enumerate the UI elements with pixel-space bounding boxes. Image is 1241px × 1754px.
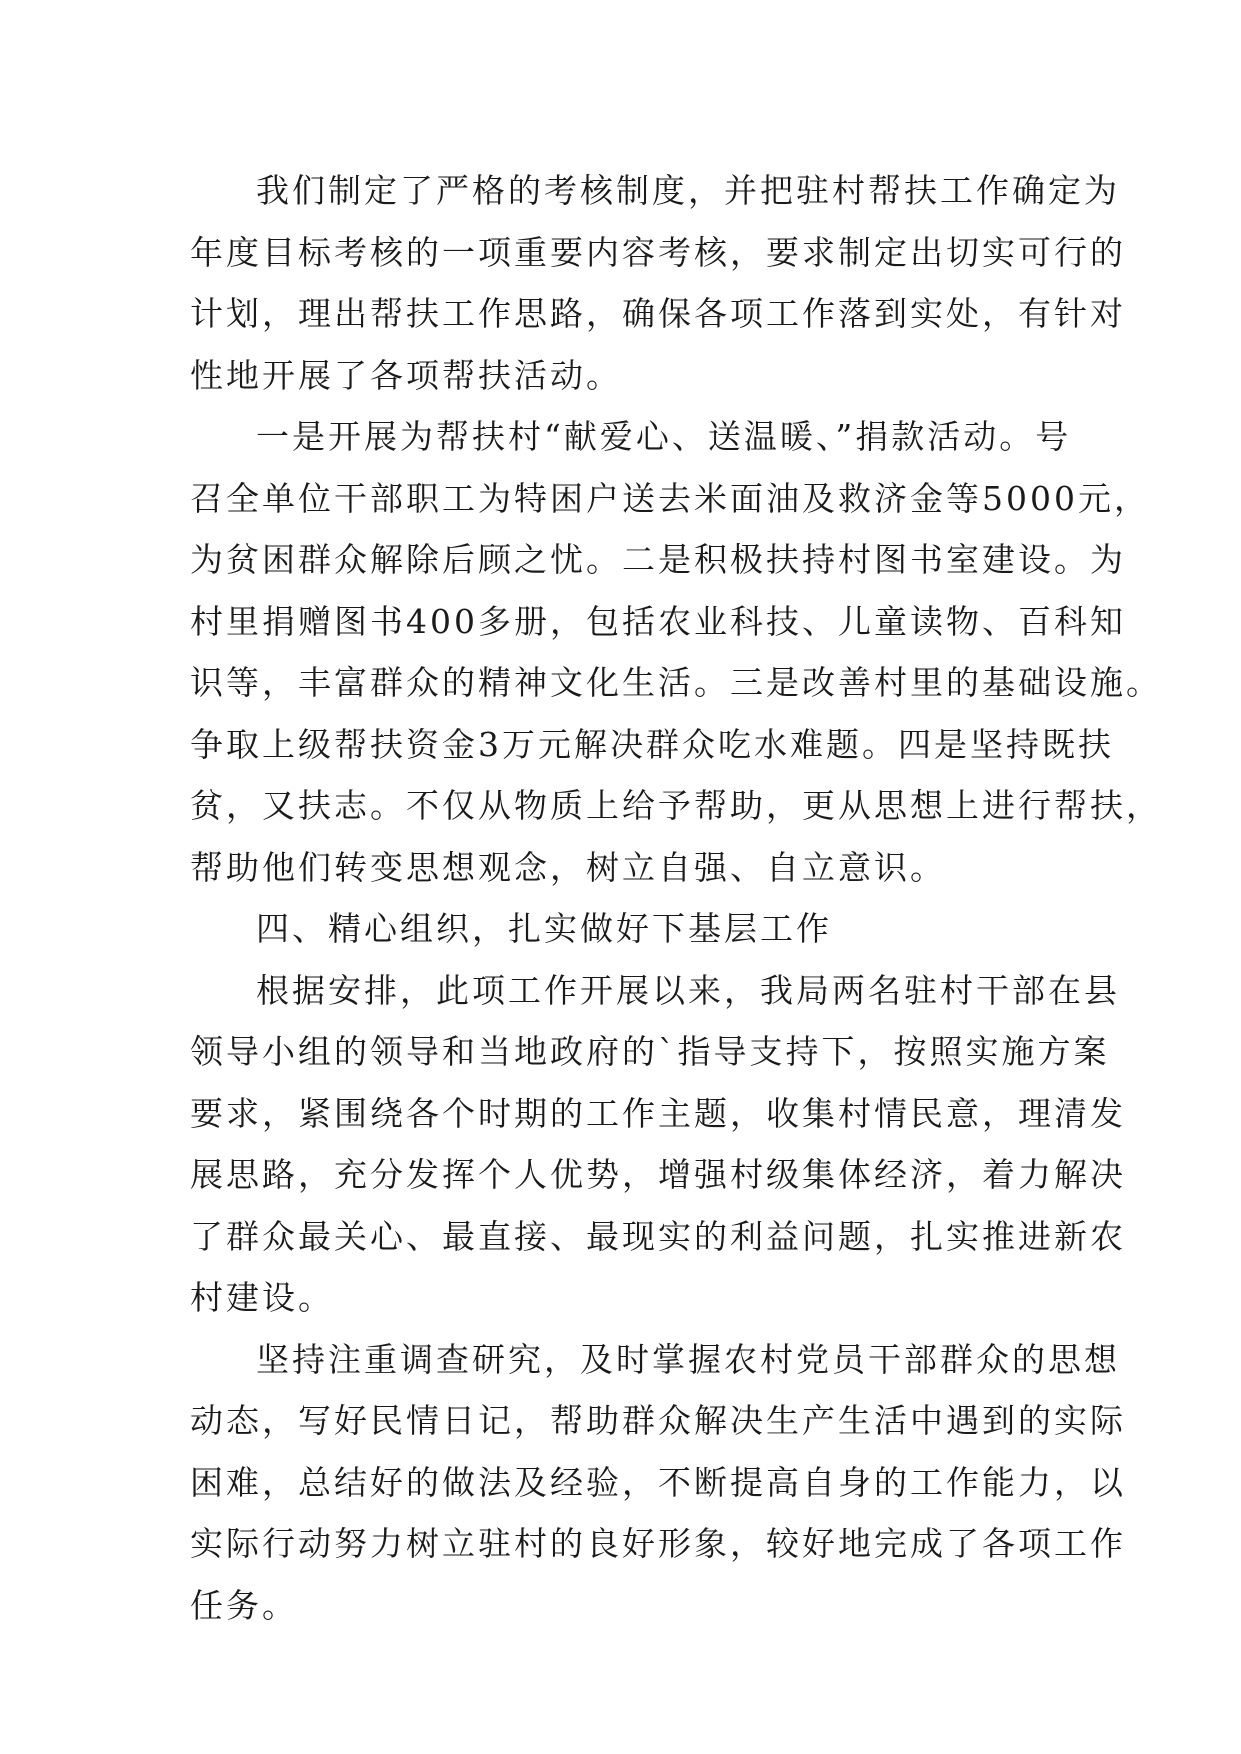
paragraph-line: 困难，总结好的做法及经验，不断提高自身的工作能力，以 [190, 1462, 1126, 1502]
paragraph-line: 争取上级帮扶资金3万元解决群众吃水难题。四是坚持既扶 [190, 724, 1114, 764]
paragraph-investigation [190, 1329, 1126, 1637]
paragraph-line: 帮助他们转变思想观念，树立自强、自立意识。 [190, 847, 946, 887]
section-heading-four [190, 898, 1060, 960]
paragraph-line: 性地开展了各项帮扶活动。 [190, 355, 622, 395]
paragraph-line: 贫，又扶志。不仅从物质上给予帮助，更从思想上进行帮扶， [190, 786, 1162, 825]
paragraph-line: 展思路，充分发挥个人优势，增强村级集体经济，着力解决 [190, 1155, 1126, 1194]
paragraph-line: 村建设。 [190, 1278, 334, 1317]
document-body [190, 160, 1162, 1636]
paragraph-line: 动态，写好民情日记，帮助群众解决生产生活中遇到的实际 [190, 1401, 1126, 1440]
paragraph-support-activities [190, 406, 1162, 898]
paragraph-line: 我们制定了严格的考核制度，并把驻村帮扶工作确定为 [256, 171, 1120, 210]
paragraph-line: 村里捐赠图书400多册，包括农业科技、儿童读物、百科知 [190, 601, 1126, 641]
paragraph-line: 计划，理出帮扶工作思路，确保各项工作落到实处，有针对 [190, 294, 1126, 333]
paragraph-grassroots-work [190, 960, 1126, 1329]
paragraph-line: 为贫困群众解除后顾之忧。二是积极扶持村图书室建设。为 [190, 540, 1126, 579]
paragraph-line: 领导小组的领导和当地政府的`指导支持下，按照实施方案 [190, 1032, 1110, 1071]
paragraph-line: 根据安排，此项工作开展以来，我局两名驻村干部在县 [256, 970, 1120, 1010]
section-heading: 四、精心组织，扎实做好下基层工作 [256, 909, 832, 948]
paragraph-line: 一是开展为帮扶村“献爱心、送温暖、”捐款活动。号 [256, 417, 1072, 456]
paragraph-assessment-system [190, 160, 1126, 406]
paragraph-line: 识等，丰富群众的精神文化生活。三是改善村里的基础设施。 [190, 663, 1162, 702]
paragraph-line: 要求，紧围绕各个时期的工作主题，收集村情民意，理清发 [190, 1093, 1126, 1133]
paragraph-line: 年度目标考核的一项重要内容考核，要求制定出切实可行的 [190, 232, 1126, 272]
paragraph-line: 召全单位干部职工为特困户送去米面油及救济金等5000元， [190, 478, 1150, 518]
paragraph-line: 实际行动努力树立驻村的良好形象，较好地完成了各项工作 [190, 1524, 1126, 1563]
paragraph-line: 了群众最关心、最直接、最现实的利益问题，扎实推进新农 [190, 1216, 1126, 1256]
paragraph-line: 坚持注重调查研究，及时掌握农村党员干部群众的思想 [256, 1339, 1120, 1379]
paragraph-line: 任务。 [190, 1585, 298, 1625]
